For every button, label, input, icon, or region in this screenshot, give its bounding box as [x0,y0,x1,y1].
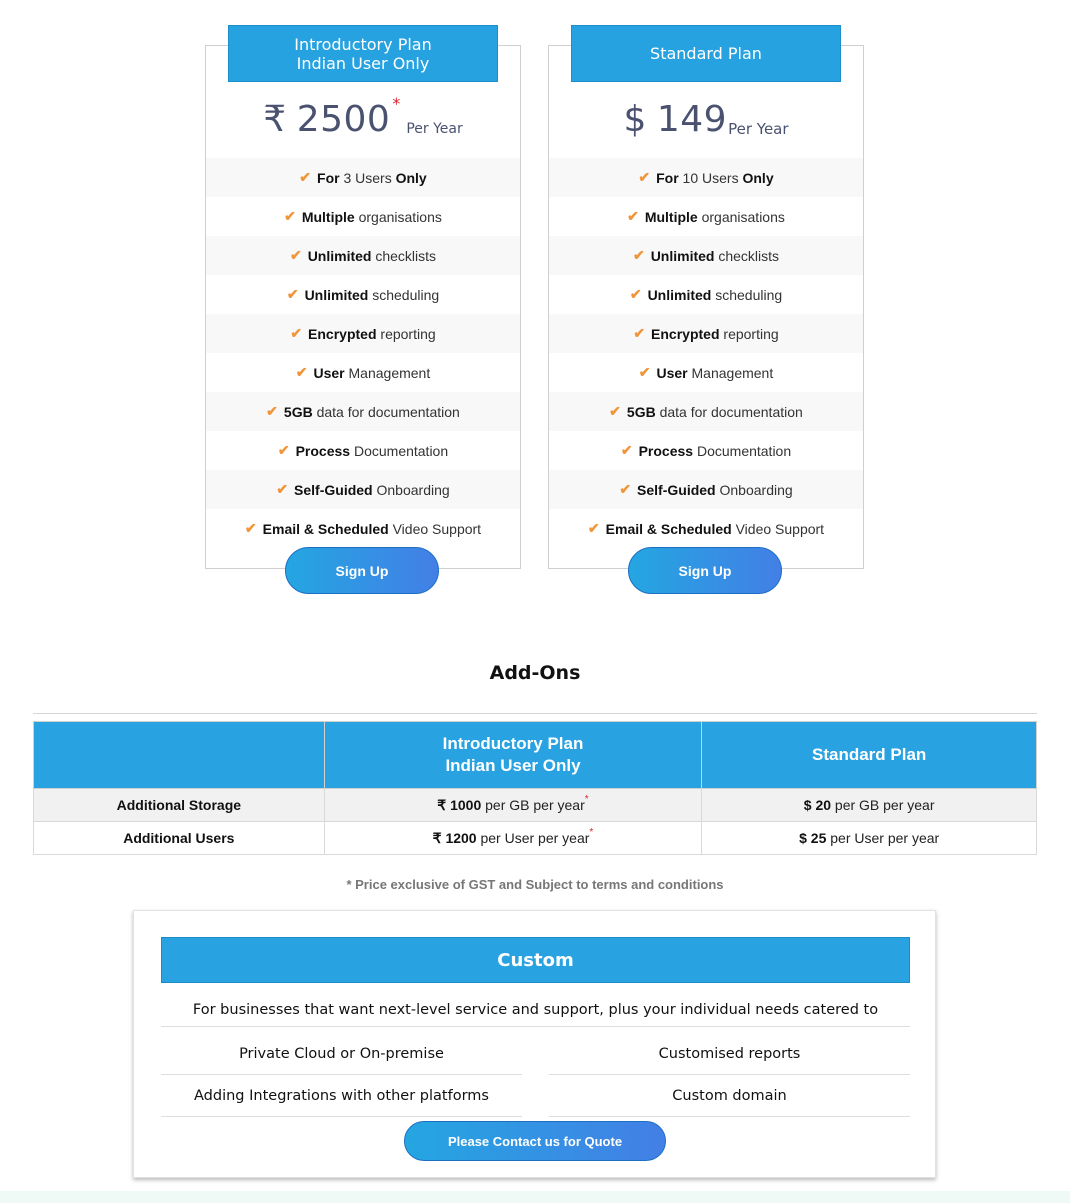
check-icon: ✔ [619,481,632,497]
check-icon: ✔ [633,325,646,341]
intro-price: ₹ 1200 per User per year* [324,822,702,855]
price-currency: ₹ [263,99,287,140]
plan-price [206,90,520,140]
custom-title: Custom [161,937,910,983]
feature-list [206,158,520,548]
plan-title: Introductory Plan [294,34,432,54]
feature-item: ✔ 5GB data for documentation [549,392,863,431]
check-icon: ✔ [286,286,299,302]
feature-item: ✔ Encrypted reporting [206,314,520,353]
feature-item: ✔ Unlimited scheduling [286,286,440,303]
feature-item: ✔ Process Documentation [620,442,792,459]
plan-card-introductory [205,34,521,579]
check-icon: ✔ [609,403,621,419]
feature-item: ✔ Email & Scheduled Video Support [244,520,482,537]
price-amount: 2500 [296,99,391,140]
feature-item: ✔ Unlimited scheduling [629,286,783,303]
custom-description: For businesses that want next-level service and support, plus your individual needs catered to [161,995,910,1027]
contact-for-quote-button[interactable]: Please Contact us for Quote [404,1121,666,1161]
standard-price: $ 20 per GB per year [702,789,1037,822]
addons-table [33,721,1037,855]
plan-header [228,25,498,82]
check-icon: ✔ [284,208,296,224]
feature-item: ✔ 5GB data for documentation [206,392,520,431]
custom-plan-card [133,910,936,1178]
check-icon: ✔ [629,286,642,302]
check-icon: ✔ [299,169,312,185]
feature-list [549,158,863,548]
feature-item: ✔ Unlimited checklists [206,236,520,275]
footer-strip [0,1191,1070,1203]
plan-header [571,25,841,82]
feature-item: ✔ For 10 Users Only [549,158,863,197]
row-label: Additional Storage [34,789,325,822]
check-icon: ✔ [587,520,600,536]
check-icon: ✔ [638,364,651,380]
header-empty [34,722,325,789]
row-label: Additional Users [34,822,325,855]
asterisk-icon: * [589,826,594,838]
price-currency: $ [623,99,647,140]
check-icon: ✔ [244,520,257,536]
check-icon: ✔ [276,481,289,497]
check-icon: ✔ [289,247,302,263]
plan-card-standard [548,44,864,579]
header-standard: Standard Plan [702,722,1037,789]
table-header-row [34,722,1037,789]
disclaimer: * Price exclusive of GST and Subject to terms and conditions [346,877,724,892]
feature-item: ✔ User Management [638,364,774,381]
plan-price [549,90,863,140]
check-icon: ✔ [638,169,651,185]
feature-item: ✔ Email & Scheduled Video Support [587,520,825,537]
custom-feature-item: Private Cloud or On-premise [161,1033,522,1075]
intro-price: ₹ 1000 per GB per year* [324,789,702,822]
divider [33,713,1037,714]
price-amount: 149 [656,99,728,140]
table-row [34,822,1037,855]
price-period: Per Year [728,120,789,138]
feature-item: ✔ Unlimited checklists [549,236,863,275]
check-icon: ✔ [290,325,303,341]
asterisk-icon: * [584,793,589,805]
plan-subtitle: Indian User Only [296,53,430,73]
header-introductory: Introductory Plan Indian User Only [324,722,702,789]
feature-item: ✔ Self-Guided Onboarding [549,470,863,509]
standard-price: $ 25 per User per year [702,822,1037,855]
check-icon: ✔ [632,247,645,263]
feature-item: ✔ User Management [295,364,431,381]
check-icon: ✔ [620,442,633,458]
feature-item: ✔ Multiple organisations [284,208,442,225]
check-icon: ✔ [627,208,639,224]
check-icon: ✔ [266,403,278,419]
feature-item: ✔ For 3 Users Only [206,158,520,197]
table-row [34,789,1037,822]
check-icon: ✔ [277,442,290,458]
feature-item: ✔ Process Documentation [277,442,449,459]
plan-title: Standard Plan [650,44,762,63]
asterisk-icon: * [392,94,401,113]
feature-item: ✔ Encrypted reporting [549,314,863,353]
sign-up-button-introductory[interactable]: Sign Up [285,547,439,594]
addons-title: Add-Ons [489,662,581,684]
sign-up-button-standard[interactable]: Sign Up [628,547,782,594]
feature-item: ✔ Multiple organisations [627,208,785,225]
custom-feature-item: Customised reports [549,1033,910,1075]
custom-feature-item: Custom domain [549,1075,910,1117]
feature-item: ✔ Self-Guided Onboarding [206,470,520,509]
price-period: Per Year [406,121,463,137]
custom-feature-item: Adding Integrations with other platforms [161,1075,522,1117]
check-icon: ✔ [295,364,308,380]
